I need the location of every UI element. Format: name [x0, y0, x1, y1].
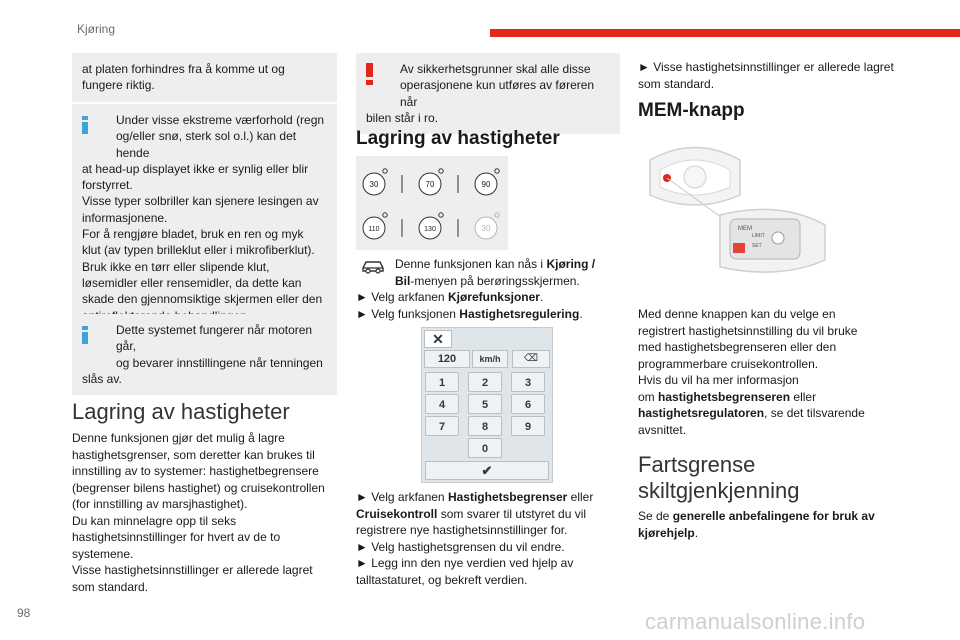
speed-sign-label: 30 — [481, 224, 491, 233]
svg-text:SET: SET — [752, 243, 762, 249]
heading-line: Fartsgrense — [638, 452, 756, 477]
step-line: ► Velg arkfanen Kjørefunksjoner. — [356, 290, 544, 304]
unit-button[interactable]: km/h — [472, 350, 508, 368]
warning-box — [356, 53, 620, 134]
step-line: ► Legg inn den nye verdien ved hjelp av — [356, 556, 574, 570]
text-line: Se de generelle anbefalingene for bruk av — [638, 509, 875, 523]
key-2[interactable]: 2 — [468, 372, 502, 392]
step-line: registrere nye hastighetsinnstillinger for. — [356, 523, 568, 537]
text-line: om hastighetsbegrenseren eller — [638, 389, 817, 404]
text-line: avsnittet. — [638, 422, 687, 437]
box-line: operasjonene kun utføres av føreren når — [400, 78, 595, 109]
step-line: ► Velg funksjonen Hastighetsregulering. — [356, 306, 583, 321]
key-1[interactable]: 1 — [425, 372, 459, 392]
sign-marker — [439, 169, 443, 173]
header-accent-bar — [490, 29, 960, 37]
text-line: Denne funksjonen gjør det mulig å lagre — [72, 431, 285, 445]
steps-top — [356, 289, 611, 322]
step-line: ► Velg hastighetsgrensen du vil endre. — [356, 539, 565, 554]
text-line: (begrenser bilens hastighet) og cruisekontrollen — [72, 480, 325, 495]
speed-value-field[interactable]: 120 — [424, 350, 470, 368]
box-line: fungere riktig. — [82, 78, 155, 93]
box-line: Av sikkerhetsgrunner skal alle disse — [400, 62, 591, 76]
text-line: Visse hastighetsinnstillinger er allerede lagret — [72, 563, 313, 577]
fartsgrense-heading — [638, 452, 799, 504]
key-6[interactable]: 6 — [511, 394, 545, 414]
standard-note — [638, 59, 908, 92]
speed-sign-label: 110 — [368, 226, 380, 233]
text-line: (for innstilling av marsjhastighet). — [72, 497, 248, 511]
info-box-weather — [72, 104, 337, 332]
key-7[interactable]: 7 — [425, 416, 459, 436]
sign-marker — [383, 169, 387, 173]
box-line: Visse typer solbriller kan sjenere lesingen av — [82, 194, 319, 209]
note-text: Denne funksjonen kan nås i — [395, 257, 547, 271]
step-line: ► Velg arkfanen Hastighetsbegrenser eller — [356, 490, 594, 504]
info-icon — [82, 116, 88, 134]
mem-button-illustration — [640, 135, 840, 285]
sign-marker — [495, 213, 499, 217]
info-box-engine — [72, 314, 337, 395]
box-line: For å rengjøre bladet, bruk en ren og myk — [82, 227, 304, 242]
continued-info-box — [72, 53, 337, 102]
text-line: Med denne knappen kan du velge en — [638, 307, 836, 321]
speed-sign-label: 130 — [424, 226, 436, 233]
key-0[interactable]: 0 — [468, 438, 502, 458]
text-line: systemene. — [72, 546, 134, 561]
speed-sign-label: 90 — [481, 180, 491, 189]
warning-icon — [366, 63, 373, 85]
sign-marker — [439, 213, 443, 217]
heading-line: skiltgjenkjenning — [638, 478, 800, 503]
car-note — [395, 256, 610, 289]
box-line: bilen står i ro. — [366, 110, 439, 125]
text-line: hastighetsregulatoren, se det tilsvarende — [638, 406, 865, 420]
text-line: som standard. — [72, 579, 149, 594]
text-line: registrert hastighetsinnstilling du vil bruke — [638, 323, 858, 338]
box-line: og/eller snø, sterk sol o.l.) kan det hende — [116, 129, 297, 160]
box-line: Bruk ikke en tørr eller slipende klut, — [82, 259, 270, 274]
note-bold: Bil — [395, 273, 411, 288]
text-line: innstilling av to systemer: hastighetbegrensere — [72, 464, 319, 478]
text-line: kjørehjelp. — [638, 525, 699, 540]
info-icon — [82, 326, 88, 344]
note-text: -menyen på berøringsskjermen. — [410, 273, 580, 288]
box-line: informasjonene. — [82, 210, 168, 225]
text-line: Hvis du vil ha mer informasjon — [638, 373, 799, 387]
box-line: at head-up displayet ikke er synlig eller blir — [82, 161, 309, 176]
text-line: Du kan minnelagre opp til seks — [72, 513, 237, 528]
box-line: og bevarer innstillingene når tenningen — [116, 355, 323, 370]
key-4[interactable]: 4 — [425, 394, 459, 414]
note-bold: Kjøring / — [546, 257, 596, 271]
box-line: skade den gjennomsiktige skjermen eller den — [82, 292, 323, 307]
page-number: 98 — [17, 606, 31, 620]
section-heading-lagring: Lagring av hastigheter — [72, 399, 290, 424]
text-line: ► Visse hastighetsinnstillinger er allerede lagret — [638, 60, 894, 74]
sign-marker — [495, 169, 499, 173]
key-9[interactable]: 9 — [511, 416, 545, 436]
mem-heading: MEM-knapp — [638, 100, 745, 121]
checkmark-icon: ✔ — [481, 463, 493, 478]
confirm-button[interactable] — [425, 461, 549, 480]
text-line: med hastighetsbegrenseren eller den — [638, 340, 837, 354]
text-line: hastighetsinnstillinger for hvert av de to — [72, 530, 281, 544]
svg-text:MEM: MEM — [738, 226, 752, 232]
text-line: hastighetsgrenser, som deretter kan brukes til — [72, 447, 315, 462]
see-recommendations — [638, 508, 908, 541]
speed-sign-label: 30 — [369, 180, 379, 189]
section-heading-bold: Lagring av hastigheter — [356, 128, 560, 149]
box-line: at platen forhindres fra å komme ut og — [82, 62, 285, 76]
close-button[interactable]: ✕ — [424, 330, 452, 348]
key-3[interactable]: 3 — [511, 372, 545, 392]
speed-sign-label: 70 — [425, 180, 435, 189]
keypad-screen — [421, 327, 553, 483]
box-line: klut (av typen brilleklut eller i mikrofiberklut). — [82, 243, 315, 258]
box-line: slås av. — [82, 371, 122, 386]
sign-marker — [383, 213, 387, 217]
key-5[interactable]: 5 — [468, 394, 502, 414]
speed-signs-svg — [356, 156, 508, 250]
key-8[interactable]: 8 — [468, 416, 502, 436]
text-line: programmerbare cruisekontrollen. — [638, 356, 819, 371]
text-line: som standard. — [638, 76, 715, 91]
mem-description — [638, 306, 908, 438]
section-title: Kjøring — [77, 22, 116, 36]
watermark: carmanualsonline.info — [645, 609, 866, 634]
car-icon — [360, 258, 386, 274]
box-line: Under visse ekstreme værforhold (regn — [116, 113, 325, 127]
svg-text:LIMIT: LIMIT — [752, 233, 765, 239]
box-line: forstyrret. — [82, 178, 133, 193]
step-line: talltastaturet, og bekreft verdien. — [356, 572, 528, 587]
box-line: Dette systemet fungerer når motoren går, — [116, 323, 313, 354]
step-line: Cruisekontroll som svarer til utstyret du vil — [356, 506, 587, 521]
box-line: løsemidler eller rensemidler, da dette kan — [82, 275, 302, 290]
steps-bottom — [356, 489, 616, 588]
backspace-icon[interactable]: ⌫ — [512, 350, 550, 368]
lagring-description — [72, 430, 340, 595]
